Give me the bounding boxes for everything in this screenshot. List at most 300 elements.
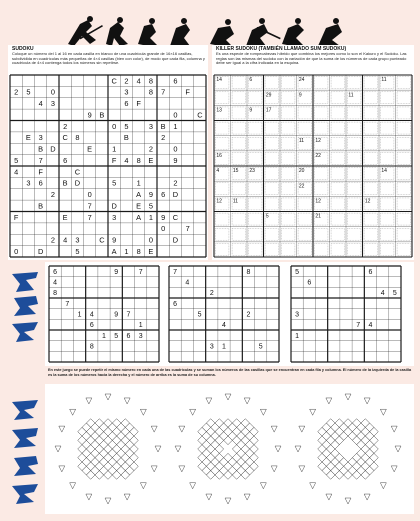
grid-cell[interactable] [96, 143, 108, 154]
grid-cell[interactable] [73, 277, 85, 288]
grid-cell[interactable] [389, 309, 401, 320]
grid-cell[interactable] [328, 266, 340, 277]
grid-cell[interactable] [135, 309, 147, 320]
grid-cell[interactable] [47, 212, 59, 223]
grid-cell[interactable] [96, 189, 108, 200]
grid-cell[interactable] [218, 351, 230, 362]
grid-cell[interactable] [193, 298, 205, 309]
grid-cell[interactable] [267, 309, 279, 320]
grid-cell[interactable] [352, 298, 364, 309]
grid-cell[interactable] [59, 246, 71, 257]
grid-cell[interactable] [108, 189, 120, 200]
grid-cell[interactable] [35, 234, 47, 245]
grid-cell[interactable] [47, 166, 59, 177]
grid-cell[interactable] [242, 298, 254, 309]
grid-cell[interactable] [47, 200, 59, 211]
grid-cell[interactable] [84, 121, 96, 132]
grid-cell[interactable] [364, 351, 376, 362]
grid-cell[interactable] [242, 351, 254, 362]
grid-cell[interactable] [303, 287, 315, 298]
grid-cell[interactable] [86, 277, 98, 288]
grid-cell[interactable] [340, 309, 352, 320]
grid-cell[interactable] [340, 319, 352, 330]
grid-cell[interactable] [194, 132, 206, 143]
grid-cell[interactable] [108, 132, 120, 143]
grid-cell[interactable] [255, 319, 267, 330]
grid-cell[interactable] [377, 351, 389, 362]
grid-cell[interactable] [133, 86, 145, 97]
grid-cell[interactable] [49, 330, 61, 341]
grid-cell[interactable] [377, 330, 389, 341]
grid-cell[interactable] [61, 330, 73, 341]
grid-cell[interactable] [242, 287, 254, 298]
grid-cell[interactable] [194, 121, 206, 132]
grid-cell[interactable] [73, 330, 85, 341]
grid-cell[interactable] [10, 189, 22, 200]
grid-cell[interactable] [255, 287, 267, 298]
grid-cell[interactable] [352, 351, 364, 362]
grid-cell[interactable] [122, 277, 134, 288]
grid-cell[interactable] [364, 330, 376, 341]
grid-cell[interactable] [73, 341, 85, 352]
grid-cell[interactable] [255, 309, 267, 320]
grid-cell[interactable] [96, 166, 108, 177]
grid-cell[interactable] [157, 75, 169, 86]
grid-cell[interactable] [98, 309, 110, 320]
grid-cell[interactable] [22, 189, 34, 200]
grid-cell[interactable] [71, 75, 83, 86]
grid-cell[interactable] [98, 277, 110, 288]
grid-cell[interactable] [22, 246, 34, 257]
grid-cell[interactable] [47, 246, 59, 257]
grid-cell[interactable] [10, 75, 22, 86]
grid-cell[interactable] [35, 212, 47, 223]
grid-cell[interactable] [389, 277, 401, 288]
grid-cell[interactable] [84, 155, 96, 166]
grid-cell[interactable] [135, 287, 147, 298]
grid-cell[interactable] [169, 309, 181, 320]
grid-cell[interactable] [389, 298, 401, 309]
grid-cell[interactable] [157, 234, 169, 245]
grid-cell[interactable] [206, 309, 218, 320]
grid-cell[interactable] [71, 223, 83, 234]
grid-cell[interactable] [181, 266, 193, 277]
grid-cell[interactable] [84, 98, 96, 109]
grid-cell[interactable] [328, 277, 340, 288]
grid-cell[interactable] [145, 109, 157, 120]
grid-cell[interactable] [182, 132, 194, 143]
grid-cell[interactable] [169, 132, 181, 143]
grid-cell[interactable] [182, 212, 194, 223]
grid-cell[interactable] [303, 298, 315, 309]
grid-cell[interactable] [120, 223, 132, 234]
grid-cell[interactable] [71, 98, 83, 109]
grid-cell[interactable] [206, 319, 218, 330]
grid-cell[interactable] [291, 277, 303, 288]
grid-cell[interactable] [352, 330, 364, 341]
grid-cell[interactable] [49, 351, 61, 362]
grid-cell[interactable] [328, 319, 340, 330]
grid-cell[interactable] [73, 287, 85, 298]
grid-cell[interactable] [315, 266, 327, 277]
grid-cell[interactable] [133, 234, 145, 245]
grid-cell[interactable] [340, 287, 352, 298]
grid-cell[interactable] [133, 121, 145, 132]
grid-cell[interactable] [122, 298, 134, 309]
grid-cell[interactable] [291, 341, 303, 352]
grid-cell[interactable] [157, 98, 169, 109]
grid-cell[interactable] [22, 109, 34, 120]
grid-cell[interactable] [340, 330, 352, 341]
grid-cell[interactable] [340, 298, 352, 309]
grid-cell[interactable] [193, 330, 205, 341]
grid-cell[interactable] [120, 234, 132, 245]
grid-cell[interactable] [10, 98, 22, 109]
grid-cell[interactable] [59, 75, 71, 86]
grid-cell[interactable] [10, 109, 22, 120]
grid-cell[interactable] [147, 309, 159, 320]
grid-cell[interactable] [35, 109, 47, 120]
grid-cell[interactable] [110, 319, 122, 330]
grid-cell[interactable] [71, 143, 83, 154]
grid-cell[interactable] [133, 109, 145, 120]
grid-cell[interactable] [71, 121, 83, 132]
grid-cell[interactable] [49, 298, 61, 309]
grid-cell[interactable] [218, 266, 230, 277]
grid-cell[interactable] [61, 319, 73, 330]
grid-cell[interactable] [96, 246, 108, 257]
grid-cell[interactable] [193, 277, 205, 288]
grid-cell[interactable] [145, 177, 157, 188]
grid-cell[interactable] [218, 298, 230, 309]
grid-cell[interactable] [194, 200, 206, 211]
grid-cell[interactable] [22, 223, 34, 234]
grid-cell[interactable] [193, 319, 205, 330]
grid-cell[interactable] [328, 351, 340, 362]
grid-cell[interactable] [147, 277, 159, 288]
grid-cell[interactable] [145, 166, 157, 177]
grid-cell[interactable] [303, 351, 315, 362]
grid-cell[interactable] [389, 341, 401, 352]
grid-cell[interactable] [98, 266, 110, 277]
grid-cell[interactable] [84, 223, 96, 234]
grid-cell[interactable] [182, 98, 194, 109]
grid-cell[interactable] [291, 287, 303, 298]
grid-cell[interactable] [364, 287, 376, 298]
grid-cell[interactable] [59, 189, 71, 200]
grid-cell[interactable] [206, 277, 218, 288]
grid-cell[interactable] [352, 341, 364, 352]
grid-cell[interactable] [194, 212, 206, 223]
grid-cell[interactable] [145, 132, 157, 143]
grid-cell[interactable] [22, 234, 34, 245]
grid-cell[interactable] [122, 351, 134, 362]
grid-cell[interactable] [169, 166, 181, 177]
grid-cell[interactable] [120, 166, 132, 177]
grid-cell[interactable] [98, 298, 110, 309]
grid-cell[interactable] [86, 266, 98, 277]
grid-cell[interactable] [49, 309, 61, 320]
grid-cell[interactable] [157, 246, 169, 257]
grid-cell[interactable] [22, 155, 34, 166]
grid-cell[interactable] [230, 277, 242, 288]
grid-cell[interactable] [35, 75, 47, 86]
grid-cell[interactable] [10, 200, 22, 211]
grid-cell[interactable] [340, 341, 352, 352]
grid-cell[interactable] [47, 132, 59, 143]
grid-cell[interactable] [22, 212, 34, 223]
grid-cell[interactable] [22, 98, 34, 109]
grid-cell[interactable] [157, 143, 169, 154]
grid-cell[interactable] [73, 266, 85, 277]
grid-cell[interactable] [194, 86, 206, 97]
grid-cell[interactable] [108, 223, 120, 234]
grid-cell[interactable] [47, 121, 59, 132]
grid-cell[interactable] [10, 177, 22, 188]
grid-cell[interactable] [98, 319, 110, 330]
grid-cell[interactable] [181, 298, 193, 309]
grid-cell[interactable] [71, 212, 83, 223]
grid-cell[interactable] [377, 277, 389, 288]
grid-cell[interactable] [169, 330, 181, 341]
grid-cell[interactable] [96, 155, 108, 166]
grid-cell[interactable] [35, 189, 47, 200]
grid-cell[interactable] [255, 277, 267, 288]
grid-cell[interactable] [35, 223, 47, 234]
grid-cell[interactable] [181, 319, 193, 330]
grid-cell[interactable] [47, 75, 59, 86]
grid-cell[interactable] [47, 177, 59, 188]
grid-cell[interactable] [71, 109, 83, 120]
grid-cell[interactable] [230, 341, 242, 352]
grid-cell[interactable] [120, 109, 132, 120]
grid-cell[interactable] [169, 341, 181, 352]
grid-cell[interactable] [169, 246, 181, 257]
grid-cell[interactable] [364, 309, 376, 320]
grid-cell[interactable] [377, 298, 389, 309]
grid-cell[interactable] [135, 298, 147, 309]
grid-cell[interactable] [96, 200, 108, 211]
grid-cell[interactable] [315, 330, 327, 341]
grid-cell[interactable] [169, 351, 181, 362]
grid-cell[interactable] [315, 341, 327, 352]
grid-cell[interactable] [22, 121, 34, 132]
grid-cell[interactable] [193, 287, 205, 298]
grid-cell[interactable] [59, 98, 71, 109]
grid-cell[interactable] [98, 351, 110, 362]
grid-cell[interactable] [145, 98, 157, 109]
grid-cell[interactable] [84, 166, 96, 177]
grid-cell[interactable] [71, 155, 83, 166]
grid-cell[interactable] [242, 330, 254, 341]
grid-cell[interactable] [157, 109, 169, 120]
grid-cell[interactable] [73, 319, 85, 330]
grid-cell[interactable] [194, 155, 206, 166]
grid-cell[interactable] [145, 223, 157, 234]
grid-cell[interactable] [133, 166, 145, 177]
grid-cell[interactable] [389, 319, 401, 330]
grid-cell[interactable] [120, 177, 132, 188]
grid-cell[interactable] [71, 86, 83, 97]
grid-cell[interactable] [255, 266, 267, 277]
grid-cell[interactable] [169, 223, 181, 234]
grid-cell[interactable] [182, 75, 194, 86]
grid-cell[interactable] [364, 341, 376, 352]
grid-cell[interactable] [59, 166, 71, 177]
grid-cell[interactable] [147, 351, 159, 362]
grid-cell[interactable] [61, 309, 73, 320]
grid-cell[interactable] [340, 277, 352, 288]
grid-cell[interactable] [61, 341, 73, 352]
grid-cell[interactable] [194, 246, 206, 257]
grid-cell[interactable] [108, 166, 120, 177]
grid-cell[interactable] [340, 351, 352, 362]
grid-cell[interactable] [194, 189, 206, 200]
grid-cell[interactable] [255, 330, 267, 341]
grid-cell[interactable] [73, 351, 85, 362]
grid-cell[interactable] [255, 351, 267, 362]
grid-cell[interactable] [181, 330, 193, 341]
grid-cell[interactable] [96, 132, 108, 143]
grid-cell[interactable] [98, 287, 110, 298]
grid-cell[interactable] [303, 266, 315, 277]
grid-cell[interactable] [157, 166, 169, 177]
grid-cell[interactable] [59, 143, 71, 154]
grid-cell[interactable] [169, 319, 181, 330]
grid-cell[interactable] [147, 287, 159, 298]
grid-cell[interactable] [84, 234, 96, 245]
grid-cell[interactable] [230, 351, 242, 362]
grid-cell[interactable] [182, 166, 194, 177]
grid-cell[interactable] [84, 246, 96, 257]
grid-cell[interactable] [59, 109, 71, 120]
grid-cell[interactable] [169, 287, 181, 298]
grid-cell[interactable] [303, 341, 315, 352]
grid-cell[interactable] [96, 177, 108, 188]
grid-cell[interactable] [242, 319, 254, 330]
grid-cell[interactable] [147, 330, 159, 341]
grid-cell[interactable] [120, 212, 132, 223]
grid-cell[interactable] [61, 277, 73, 288]
grid-cell[interactable] [61, 351, 73, 362]
grid-cell[interactable] [182, 177, 194, 188]
grid-cell[interactable] [147, 298, 159, 309]
grid-cell[interactable] [328, 287, 340, 298]
grid-cell[interactable] [86, 287, 98, 298]
grid-cell[interactable] [61, 287, 73, 298]
grid-cell[interactable] [35, 86, 47, 97]
grid-cell[interactable] [147, 319, 159, 330]
grid-cell[interactable] [135, 341, 147, 352]
grid-cell[interactable] [181, 341, 193, 352]
grid-cell[interactable] [193, 266, 205, 277]
grid-cell[interactable] [133, 143, 145, 154]
grid-cell[interactable] [303, 319, 315, 330]
grid-cell[interactable] [291, 319, 303, 330]
grid-cell[interactable] [315, 287, 327, 298]
grid-cell[interactable] [389, 330, 401, 341]
grid-cell[interactable] [352, 266, 364, 277]
grid-cell[interactable] [230, 330, 242, 341]
grid-cell[interactable] [182, 121, 194, 132]
grid-cell[interactable] [133, 132, 145, 143]
grid-cell[interactable] [389, 351, 401, 362]
grid-cell[interactable] [10, 234, 22, 245]
grid-cell[interactable] [340, 266, 352, 277]
grid-cell[interactable] [182, 246, 194, 257]
grid-cell[interactable] [206, 298, 218, 309]
grid-cell[interactable] [169, 277, 181, 288]
grid-cell[interactable] [230, 287, 242, 298]
grid-cell[interactable] [47, 223, 59, 234]
grid-cell[interactable] [98, 341, 110, 352]
grid-cell[interactable] [84, 86, 96, 97]
grid-cell[interactable] [73, 298, 85, 309]
grid-cell[interactable] [182, 155, 194, 166]
grid-cell[interactable] [182, 189, 194, 200]
grid-cell[interactable] [377, 319, 389, 330]
grid-cell[interactable] [157, 155, 169, 166]
grid-cell[interactable] [10, 143, 22, 154]
grid-cell[interactable] [352, 287, 364, 298]
grid-cell[interactable] [218, 309, 230, 320]
grid-cell[interactable] [49, 319, 61, 330]
grid-cell[interactable] [22, 166, 34, 177]
grid-cell[interactable] [182, 200, 194, 211]
grid-cell[interactable] [377, 341, 389, 352]
grid-cell[interactable] [96, 86, 108, 97]
grid-cell[interactable] [122, 266, 134, 277]
grid-cell[interactable] [86, 330, 98, 341]
grid-cell[interactable] [22, 200, 34, 211]
grid-cell[interactable] [22, 75, 34, 86]
grid-cell[interactable] [122, 319, 134, 330]
grid-cell[interactable] [291, 298, 303, 309]
grid-cell[interactable] [86, 351, 98, 362]
grid-cell[interactable] [59, 223, 71, 234]
grid-cell[interactable] [22, 143, 34, 154]
grid-cell[interactable] [315, 351, 327, 362]
grid-cell[interactable] [364, 298, 376, 309]
grid-cell[interactable] [133, 223, 145, 234]
grid-cell[interactable] [120, 143, 132, 154]
grid-cell[interactable] [47, 109, 59, 120]
grid-cell[interactable] [59, 200, 71, 211]
grid-cell[interactable] [47, 155, 59, 166]
grid-cell[interactable] [59, 86, 71, 97]
grid-cell[interactable] [315, 319, 327, 330]
grid-cell[interactable] [315, 309, 327, 320]
grid-cell[interactable] [389, 266, 401, 277]
grid-cell[interactable] [291, 351, 303, 362]
grid-cell[interactable] [182, 109, 194, 120]
grid-cell[interactable] [182, 234, 194, 245]
grid-cell[interactable] [230, 319, 242, 330]
grid-cell[interactable] [352, 277, 364, 288]
grid-cell[interactable] [377, 309, 389, 320]
grid-cell[interactable] [71, 200, 83, 211]
grid-cell[interactable] [193, 341, 205, 352]
grid-cell[interactable] [120, 189, 132, 200]
grid-cell[interactable] [218, 277, 230, 288]
grid-cell[interactable] [267, 287, 279, 298]
grid-cell[interactable] [194, 75, 206, 86]
grid-cell[interactable] [182, 143, 194, 154]
grid-cell[interactable] [242, 341, 254, 352]
grid-cell[interactable] [35, 121, 47, 132]
grid-cell[interactable] [303, 309, 315, 320]
grid-cell[interactable] [110, 287, 122, 298]
